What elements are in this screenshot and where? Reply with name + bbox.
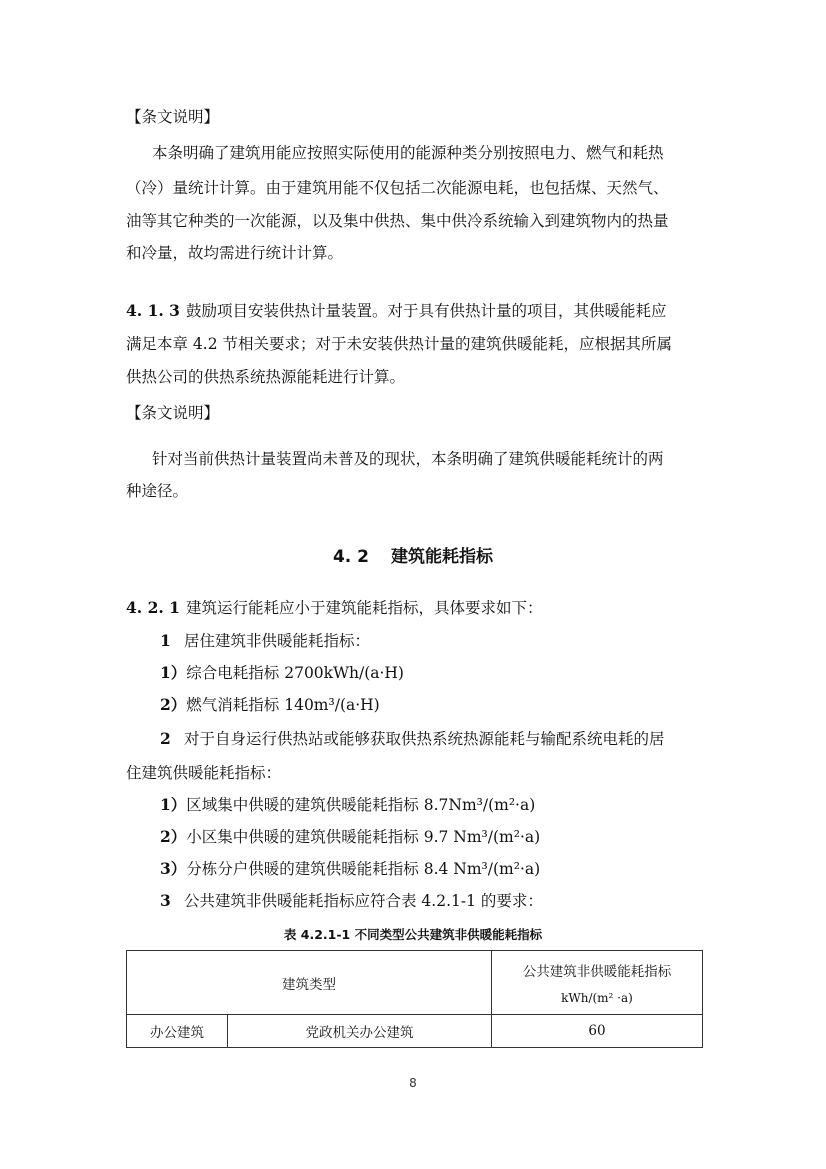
clause-4-1-3 [126,301,706,321]
table-caption: 表 4.2.1-1 不同类型公共建筑非供暖能耗指标 [283,927,543,942]
note-line: 油等其它种类的一次能源，以及集中供热、集中供冷系统输入到建筑物内的热量 [126,212,669,230]
list-subitem [160,859,740,879]
energy-index-table [126,950,703,1048]
list-subitem [160,827,740,847]
item-text: 居住建筑非供暖能耗指标： [184,632,371,650]
note-line: 针对当前供热计量装置尚未普及的现状，本条明确了建筑供暖能耗统计的两 [152,450,664,468]
cell-category: 办公建筑 [127,1015,228,1048]
subitem-number: 1） [160,663,187,682]
clause-number: 4. 2. 1 [126,598,180,617]
page-number: 8 [409,1076,417,1090]
subitem-number: 2） [160,695,187,714]
header-index-label: 公共建筑非供暖能耗指标 [522,963,672,980]
list-item [160,891,740,911]
subitem-text: 综合电耗指标 2700kWh/(a·H) [186,664,404,682]
section-title [0,542,826,567]
list-item [160,729,740,749]
header-index [491,951,702,1015]
subitem-text: 区域集中供暖的建筑供暖能耗指标 8.7Nm³/(m²·a) [186,796,536,814]
header-building-type: 建筑类型 [127,951,492,1015]
note-line: 本条明确了建筑用能应按照实际使用的能源种类分别按照电力、燃气和耗热 [152,144,664,162]
list-subitem [160,795,740,815]
table-row [127,1015,703,1048]
clause-text: 鼓励项目安装供热计量装置。对于具有供热计量的项目，其供暖能耗应 [186,302,667,320]
subitem-text: 小区集中供暖的建筑供暖能耗指标 9.7 Nm³/(m²·a) [186,828,541,846]
subitem-text: 燃气消耗指标 140m³/(a·H) [186,696,380,714]
item-number: 3 [160,891,171,910]
clause-text: 建筑运行能耗应小于建筑能耗指标，具体要求如下： [186,599,543,617]
item-continuation: 住建筑供暖能耗指标： [126,764,282,782]
clause-number: 4. 1. 3 [126,301,180,320]
table-header-row [127,951,703,1015]
note-line: 和冷量，故均需进行统计计算。 [126,244,344,262]
item-text: 公共建筑非供暖能耗指标应符合表 4.2.1-1 的要求： [184,892,543,910]
section-number: 4. 2 [332,547,370,567]
subitem-number: 3） [160,859,187,878]
note-heading: 【条文说明】 [126,404,220,422]
list-item [160,631,740,651]
item-number: 2 [160,729,171,748]
cell-subtype: 党政机关办公建筑 [228,1015,492,1048]
list-subitem [160,695,740,715]
clause-line: 满足本章 4.2 节相关要求；对于未安装供热计量的建筑供暖能耗，应根据其所属 [126,335,673,353]
subitem-text: 分栋分户供暖的建筑供暖能耗指标 8.4 Nm³/(m²·a) [186,860,541,878]
note-line: （冷）量统计计算。由于建筑用能不仅包括二次能源电耗，也包括煤、天然气、 [126,179,669,197]
header-unit: kWh/(m² ·a) [561,990,633,1005]
subitem-number: 2） [160,827,187,846]
list-subitem [160,663,740,683]
clause-4-2-1 [126,598,706,618]
section-name: 建筑能耗指标 [391,547,494,567]
item-number: 1 [160,631,171,650]
clause-line: 供热公司的供热系统热源能耗进行计算。 [126,368,406,386]
cell-value: 60 [491,1015,702,1048]
note-line: 种途径。 [126,482,189,500]
item-text: 对于自身运行供热站或能够获取供热系统热源能耗与输配系统电耗的居 [184,730,665,748]
subitem-number: 1） [160,795,187,814]
note-heading: 【条文说明】 [126,108,220,126]
